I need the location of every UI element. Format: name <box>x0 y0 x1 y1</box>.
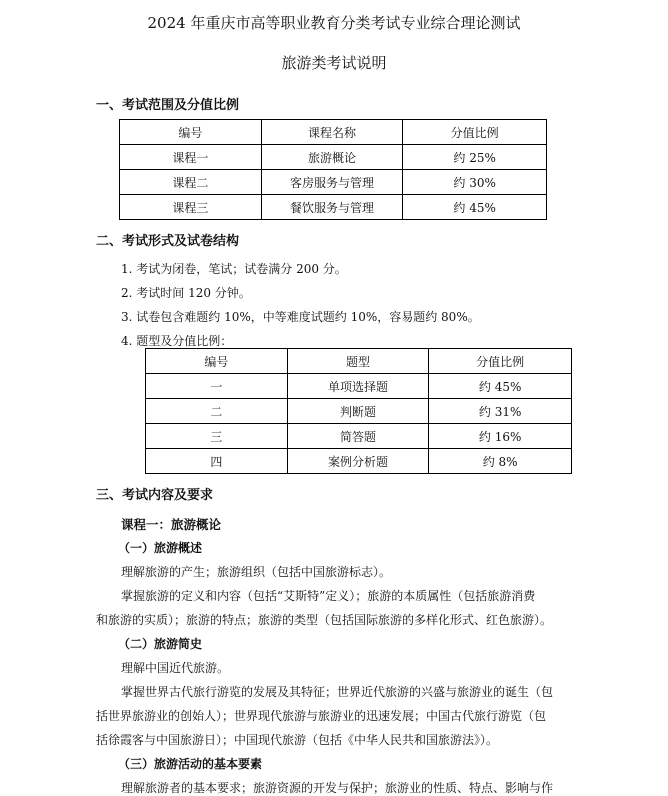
table-cell: 课程一 <box>120 145 262 170</box>
exam-item-1: 1. 考试为闭卷，笔试；试卷满分 200 分。 <box>121 262 347 276</box>
table-row <box>146 449 572 474</box>
table-cell: 约 45% <box>429 374 572 399</box>
table-cell: 课程二 <box>120 170 262 195</box>
table-cell: 课程三 <box>120 195 262 220</box>
header-cell: 编号 <box>120 120 262 145</box>
table-header-row <box>120 120 547 145</box>
exam-item-3: 3. 试卷包含难题约 10%，中等难度试题约 10%，容易题约 80%。 <box>121 310 480 324</box>
table-cell: 判断题 <box>287 399 429 424</box>
table-cell: 约 8% <box>429 449 572 474</box>
header-cell: 题型 <box>287 349 429 374</box>
table-cell: 约 30% <box>403 170 547 195</box>
course-one-heading: 课程一：旅游概论 <box>121 517 222 532</box>
header-cell: 分值比例 <box>429 349 572 374</box>
part-1-heading: （一）旅游概述 <box>118 541 203 555</box>
section-3-heading: 三、考试内容及要求 <box>96 488 214 503</box>
table-cell: 约 16% <box>429 424 572 449</box>
paragraph-line: 理解中国近代旅游。 <box>121 661 230 675</box>
table-cell: 三 <box>146 424 288 449</box>
table-cell: 二 <box>146 399 288 424</box>
header-cell: 课程名称 <box>261 120 403 145</box>
table-row <box>146 424 572 449</box>
table-cell: 约 25% <box>403 145 547 170</box>
table-cell: 一 <box>146 374 288 399</box>
section-1-heading: 一、考试范围及分值比例 <box>96 98 240 113</box>
header-cell: 分值比例 <box>403 120 547 145</box>
paragraph-line: 括徐霞客与中国旅游日）；中国现代旅游（包括《中华人民共和国旅游法》）。 <box>96 733 499 747</box>
table-cell: 约 31% <box>429 399 572 424</box>
header-cell: 编号 <box>146 349 288 374</box>
table-row <box>146 399 572 424</box>
paragraph-line: 掌握世界古代旅行游览的发展及其特征；世界近代旅游的兴盛与旅游业的诞生（包 <box>121 685 554 699</box>
table-cell: 客房服务与管理 <box>261 170 403 195</box>
table-row <box>120 145 547 170</box>
paragraph-line: 和旅游的实质）；旅游的特点；旅游的类型（包括国际旅游的多样化形式、红色旅游）。 <box>96 613 553 627</box>
exam-item-4: 4. 题型及分值比例： <box>121 334 233 348</box>
section-2-heading: 二、考试形式及试卷结构 <box>96 234 240 249</box>
table-cell: 旅游概论 <box>261 145 403 170</box>
table-cell: 餐饮服务与管理 <box>261 195 403 220</box>
paragraph-line: 掌握旅游的定义和内容（包括“艾斯特”定义）；旅游的本质属性（包括旅游消费 <box>121 589 536 603</box>
document-title: 2024 年重庆市高等职业教育分类考试专业综合理论测试 <box>147 14 521 32</box>
part-3-heading: （三）旅游活动的基本要素 <box>118 757 263 771</box>
paragraph-line: 理解旅游者的基本要求；旅游资源的开发与保护；旅游业的性质、特点、影响与作 <box>121 781 554 795</box>
table-cell: 四 <box>146 449 288 474</box>
course-score-table <box>119 119 547 220</box>
table-row <box>120 170 547 195</box>
question-type-table <box>145 348 572 474</box>
paragraph-line: 括世界旅游业的创始人）；世界现代旅游与旅游业的迅速发展；中国古代旅行游览（包 <box>96 709 547 723</box>
table-cell: 单项选择题 <box>287 374 429 399</box>
exam-item-2: 2. 考试时间 120 分钟。 <box>121 286 251 300</box>
document-subtitle: 旅游类考试说明 <box>281 54 387 72</box>
table-header-row <box>146 349 572 374</box>
part-2-heading: （二）旅游简史 <box>118 637 203 651</box>
table-row <box>146 374 572 399</box>
table-cell: 简答题 <box>287 424 429 449</box>
table-cell: 约 45% <box>403 195 547 220</box>
table-cell: 案例分析题 <box>287 449 429 474</box>
paragraph-line: 理解旅游的产生；旅游组织（包括中国旅游标志）。 <box>121 565 392 579</box>
table-row <box>120 195 547 220</box>
